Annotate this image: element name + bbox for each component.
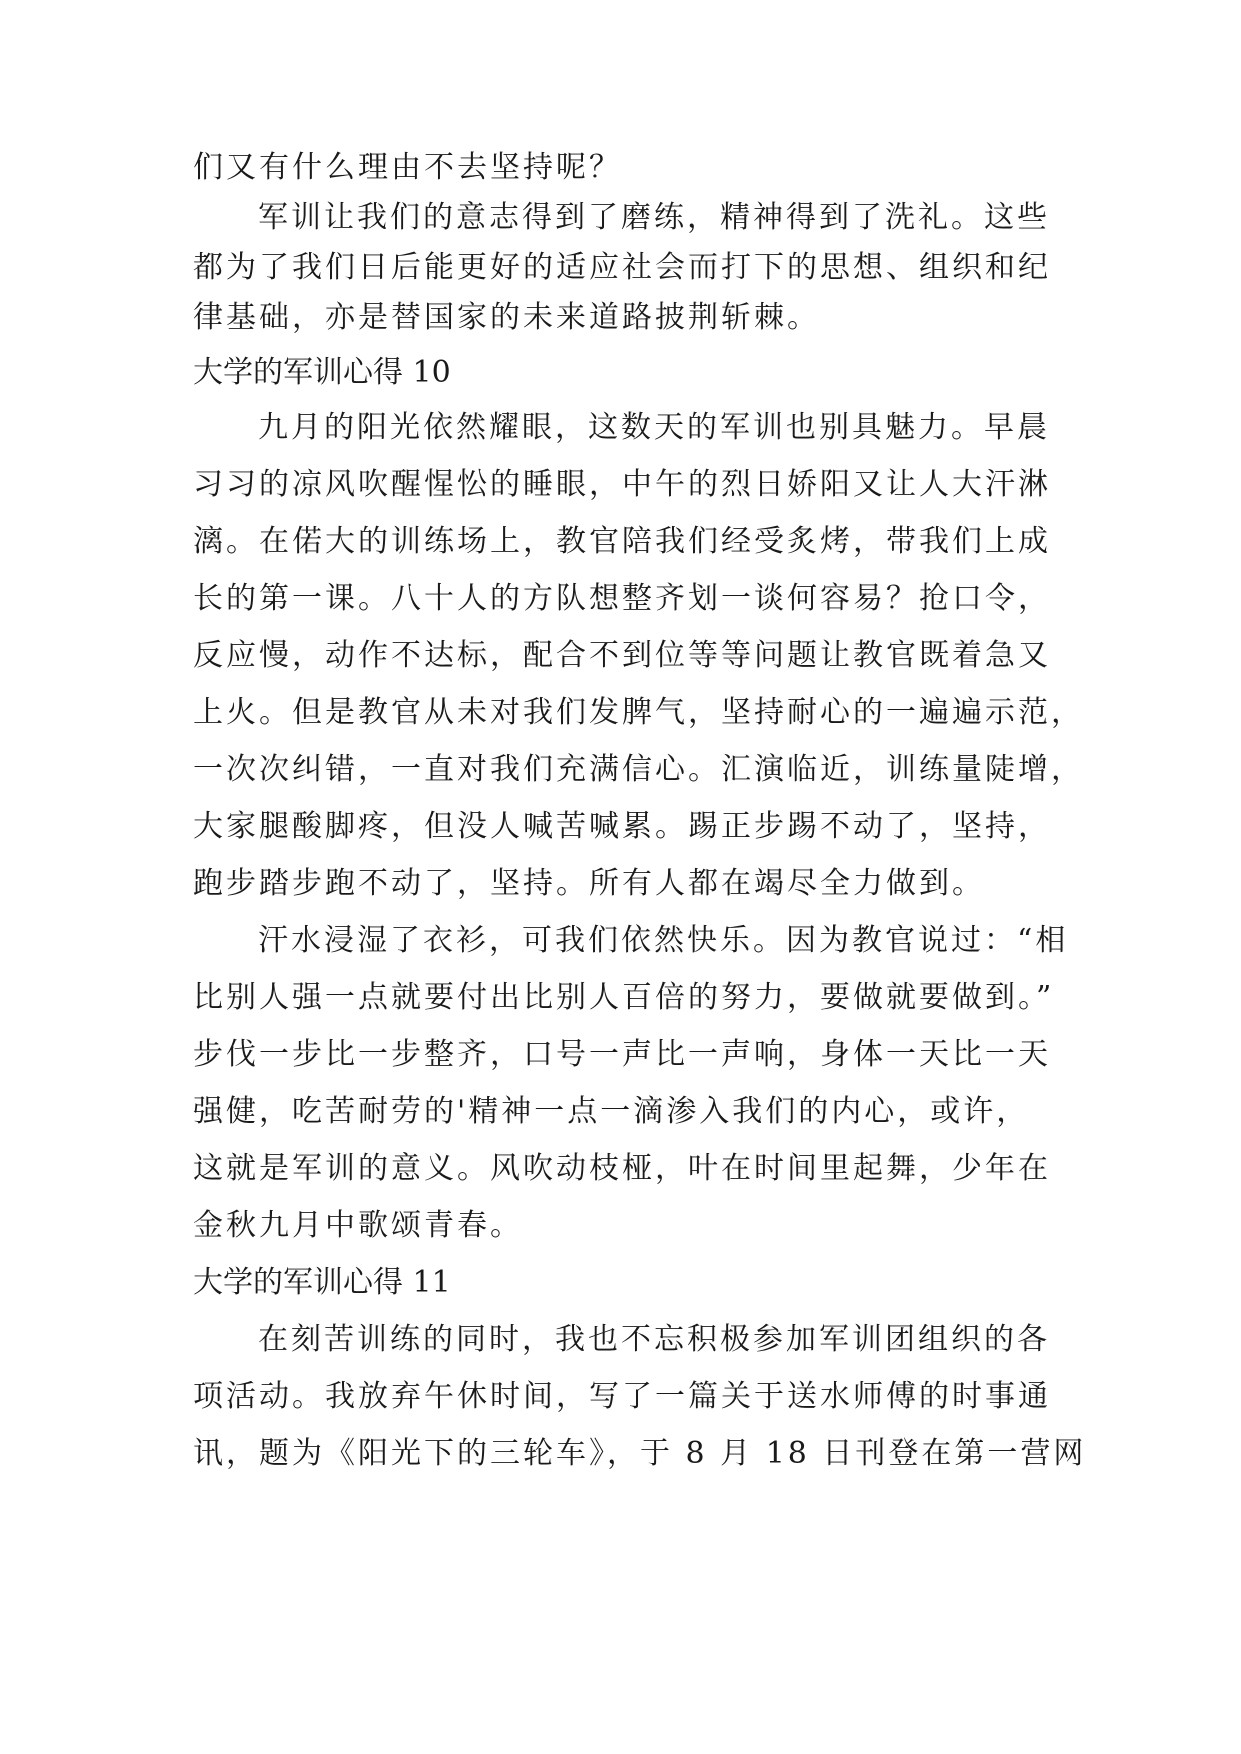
paragraph-start: 在刻苦训练的同时，我也不忘积极参加军训团组织的各 — [258, 1322, 1050, 1357]
text-line: 金秋九月中歌颂青春。 — [193, 1208, 523, 1243]
text-line: 项活动。我放弃午休时间，写了一篇关于送水师傅的时事通 — [193, 1379, 1051, 1414]
text-line: 都为了我们日后能更好的适应社会而打下的思想、组织和纪 — [193, 250, 1051, 285]
text-line: 上火。但是教官从未对我们发脾气，坚持耐心的一遍遍示范， — [193, 695, 1084, 730]
text-line: 律基础，亦是替国家的未来道路披荆斩棘。 — [193, 300, 820, 335]
text-line: 一次次纠错，一直对我们充满信心。汇演临近，训练量陡增， — [193, 752, 1084, 787]
paragraph-start: 汗水浸湿了衣衫，可我们依然快乐。因为教官说过：“相 — [258, 923, 1069, 958]
text-line: 步伐一步比一步整齐，口号一声比一声响，身体一天比一天 — [193, 1037, 1051, 1072]
text-line: 讯，题为《阳光下的三轮车》，于 8 月 18 日刊登在第一营网 — [193, 1436, 1087, 1471]
text-line: 大家腿酸脚疼，但没人喊苦喊累。踢正步踢不动了，坚持， — [193, 809, 1051, 844]
text-line: 长的第一课。八十人的方队想整齐划一谈何容易？抢口令， — [193, 581, 1051, 616]
text-line: 强健，吃苦耐劳的'精神一点一滴渗入我们的内心，或许， — [193, 1094, 1030, 1129]
text-line: 跑步踏步跑不动了，坚持。所有人都在竭尽全力做到。 — [193, 866, 985, 901]
text-line: 这就是军训的意义。风吹动枝桠，叶在时间里起舞，少年在 — [193, 1151, 1051, 1186]
section-heading-11: 大学的军训心得 11 — [193, 1265, 451, 1300]
section-heading-10: 大学的军训心得 10 — [193, 355, 451, 390]
text-line: 习习的凉风吹醒惺忪的睡眼，中午的烈日娇阳又让人大汗淋 — [193, 467, 1051, 502]
text-line: 们又有什么理由不去坚持呢？ — [193, 150, 622, 185]
text-line: 反应慢，动作不达标，配合不到位等等问题让教官既着急又 — [193, 638, 1051, 673]
paragraph-start: 九月的阳光依然耀眼，这数天的军训也别具魅力。早晨 — [258, 410, 1050, 445]
paragraph-start: 军训让我们的意志得到了磨练，精神得到了洗礼。这些 — [258, 200, 1050, 235]
text-line: 比别人强一点就要付出比别人百倍的努力，要做就要做到。” — [193, 980, 1055, 1015]
text-line: 漓。在偌大的训练场上，教官陪我们经受炙烤，带我们上成 — [193, 524, 1051, 559]
